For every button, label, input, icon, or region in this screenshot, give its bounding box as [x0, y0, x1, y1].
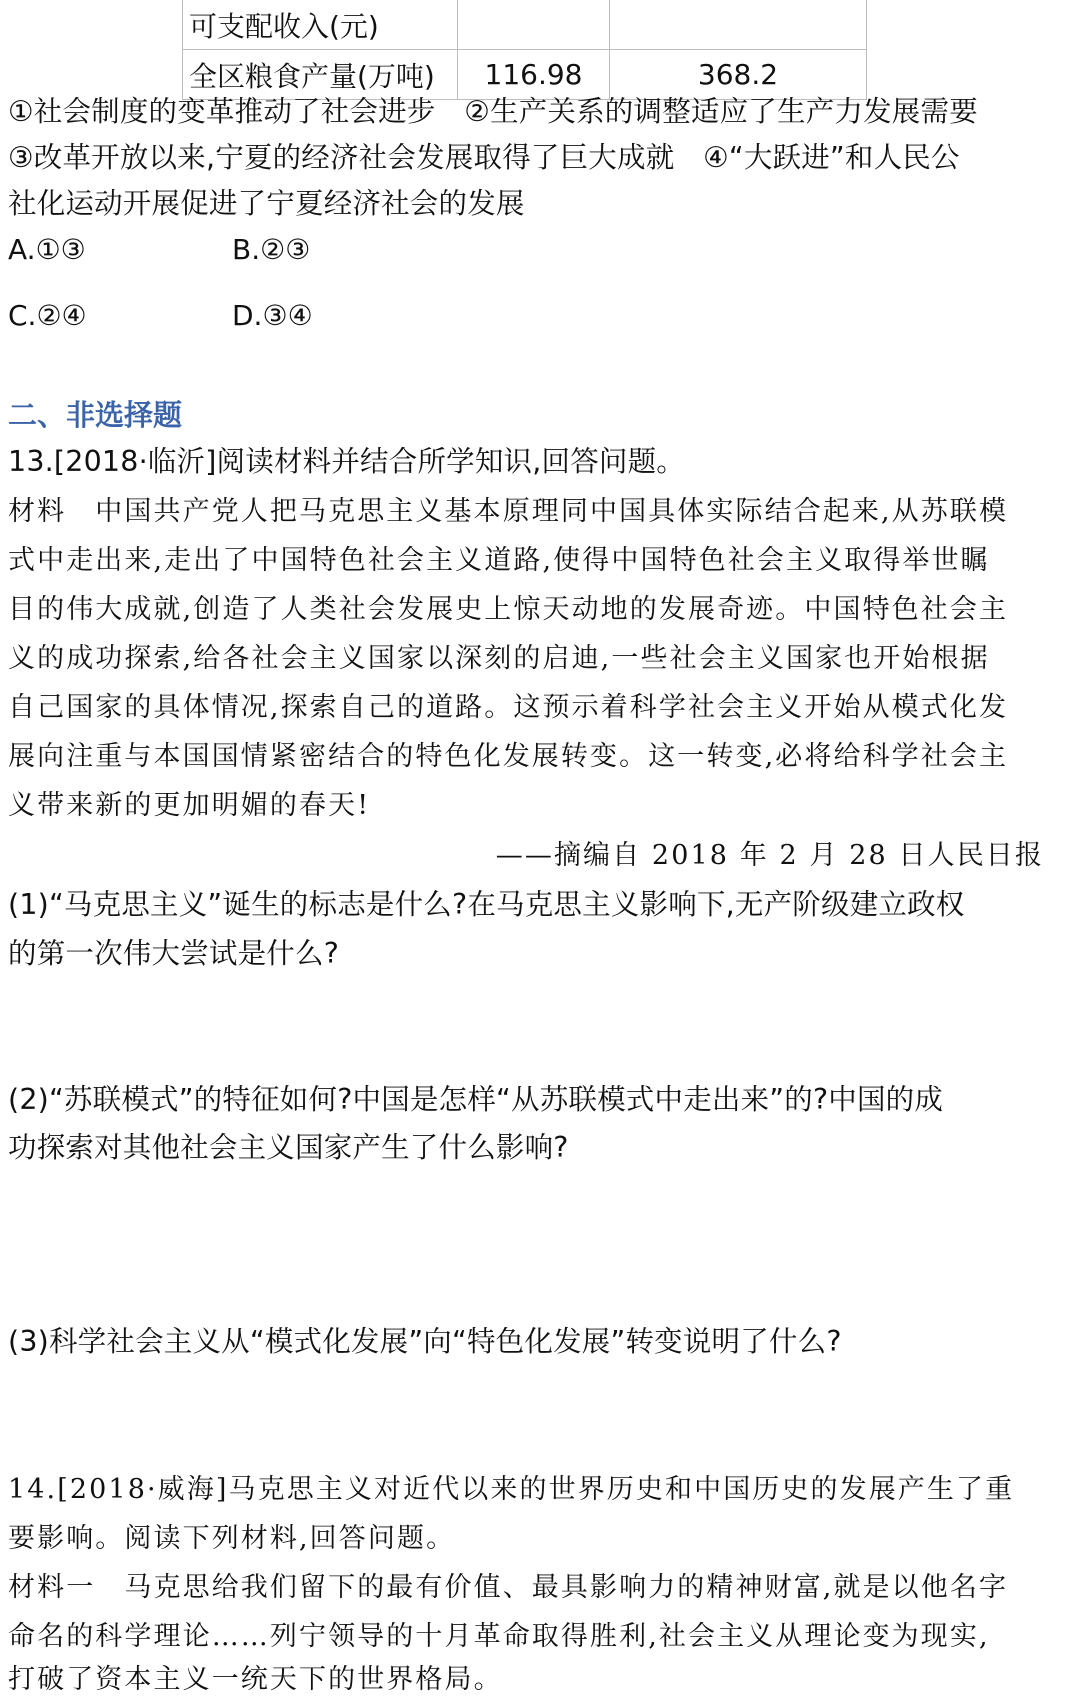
sub-question-2: (2)“苏联模式”的特征如何?中国是怎样“从苏联模式中走出来”的?中国的成 [8, 1083, 944, 1116]
material-line: 义的成功探索,给各社会主义国家以深刻的启迪,一些社会主义国家也开始根据 [8, 643, 990, 674]
sub-question-1: (1)“马克思主义”诞生的标志是什么?在马克思主义影响下,无产阶级建立政权 [8, 888, 965, 921]
question-header: 13.[2018·临沂]阅读材料并结合所学知识,回答问题。 [8, 445, 686, 478]
table-cell [610, 0, 867, 50]
material-line: 打破了资本主义一统天下的世界格局。 [8, 1664, 503, 1695]
option-c: C.②④ [8, 299, 87, 332]
material-line: 式中走出来,走出了中国特色社会主义道路,使得中国特色社会主义取得举世瞩 [8, 545, 990, 576]
material-line: 展向注重与本国国情紧密结合的特色化发展转变。这一转变,必将给科学社会主 [8, 741, 1009, 772]
table-cell: 116.98 [458, 50, 610, 100]
statement-line: ③改革开放以来,宁夏的经济社会发展取得了巨大成就 ④“大跃进”和人民公 [8, 141, 960, 174]
material-line: 材料 中国共产党人把马克思主义基本原理同中国具体实际结合起来,从苏联模 [8, 496, 1009, 527]
table-cell: 368.2 [610, 50, 867, 100]
material-line: 命名的科学理论……列宁领导的十月革命取得胜利,社会主义从理论变为现实, [8, 1621, 990, 1652]
sub-question-1: 的第一次伟大尝试是什么? [8, 937, 340, 970]
table-cell: 可支配收入(元) [183, 0, 458, 50]
table-row [183, 0, 867, 50]
sub-question-2: 功探索对其他社会主义国家产生了什么影响? [8, 1131, 569, 1164]
table-cell: 全区粮食产量(万吨) [183, 50, 458, 100]
material-line: 材料一 马克思给我们留下的最有价值、最具影响力的精神财富,就是以他名字 [8, 1572, 1009, 1603]
question-header: 要影响。阅读下列材料,回答问题。 [8, 1523, 456, 1554]
data-table [182, 0, 867, 100]
option-b: B.②③ [232, 233, 311, 266]
sub-question-3: (3)科学社会主义从“模式化发展”向“特色化发展”转变说明了什么? [8, 1325, 842, 1358]
material-line: 目的伟大成就,创造了人类社会发展史上惊天动地的发展奇迹。中国特色社会主 [8, 594, 1009, 625]
statement-line: ①社会制度的变革推动了社会进步 ②生产关系的调整适应了生产力发展需要 [8, 95, 978, 128]
section-title: 二、非选择题 [8, 398, 183, 432]
material-line: 自己国家的具体情况,探索自己的道路。这预示着科学社会主义开始从模式化发 [8, 692, 1009, 723]
option-a: A.①③ [8, 233, 86, 266]
material-source: ——摘编自 2018 年 2 月 28 日人民日报 [495, 840, 1044, 871]
question-header: 14.[2018·威海]马克思主义对近代以来的世界历史和中国历史的发展产生了重 [8, 1474, 1015, 1505]
material-line: 义带来新的更加明媚的春天! [8, 790, 371, 821]
table-cell [458, 0, 610, 50]
statement-line: 社化运动开展促进了宁夏经济社会的发展 [8, 187, 525, 220]
option-d: D.③④ [232, 299, 313, 332]
